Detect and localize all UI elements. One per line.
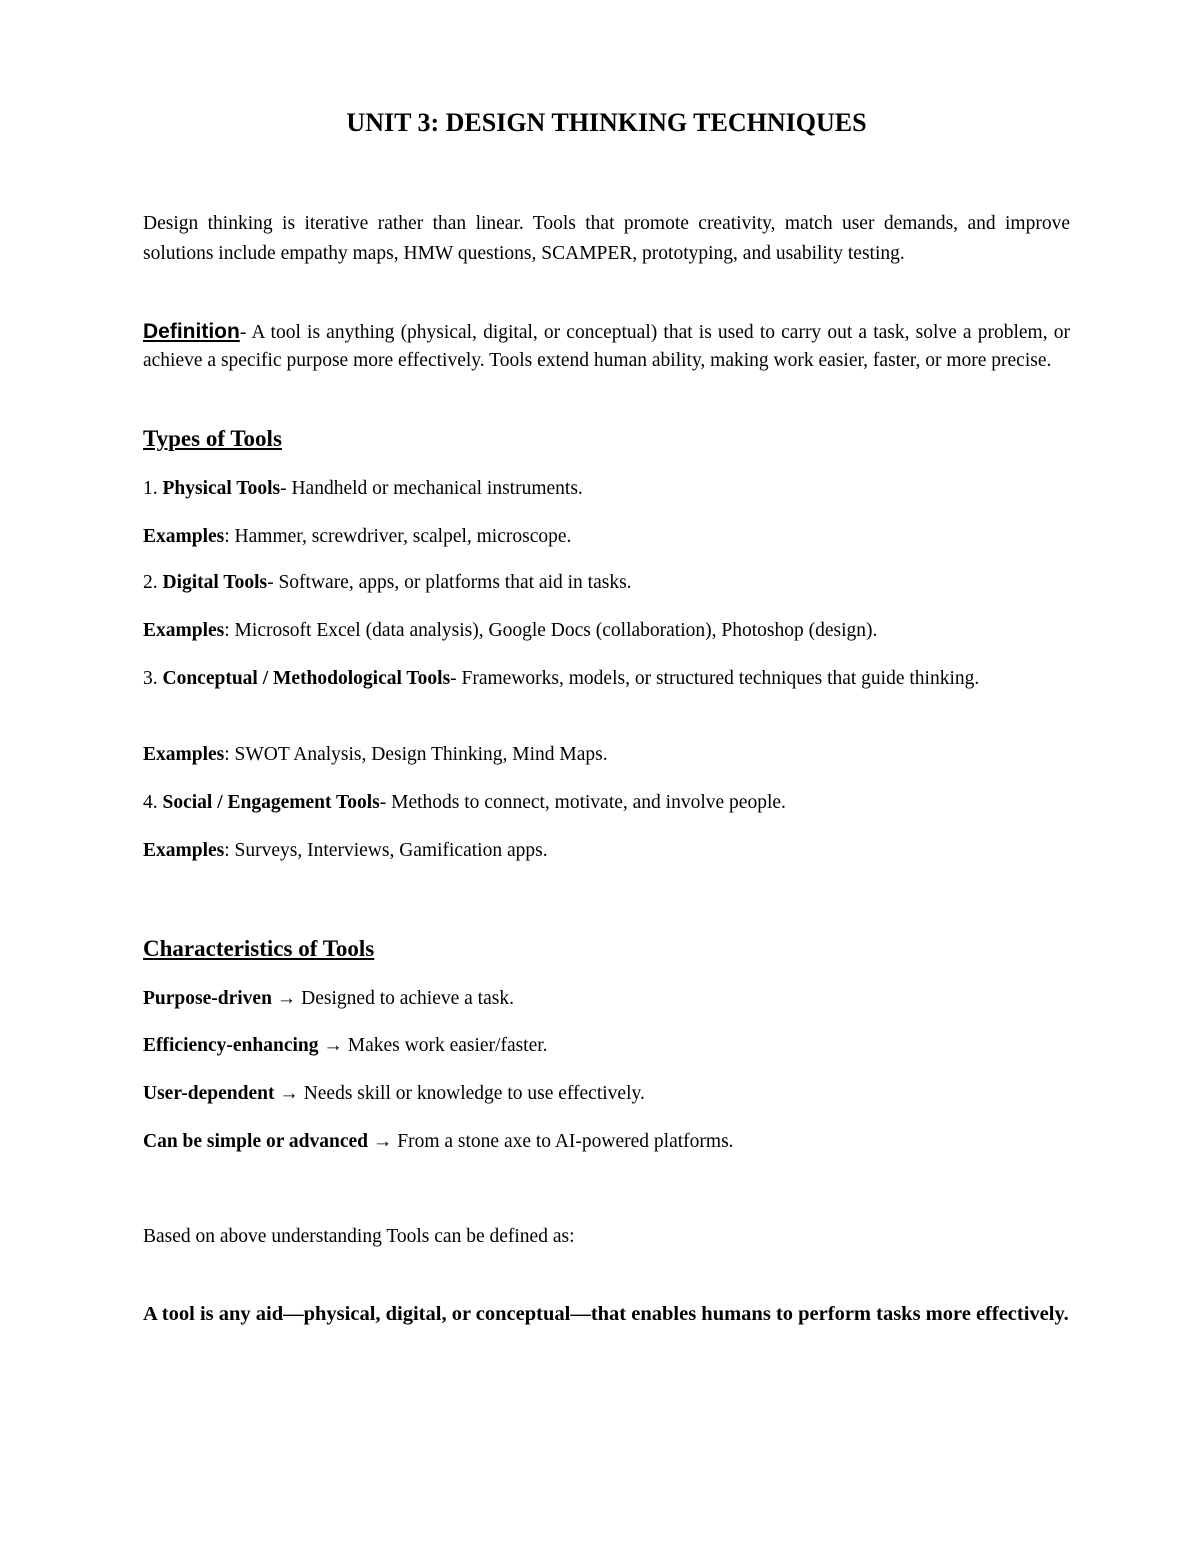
type-name: Physical Tools: [162, 478, 281, 499]
examples-text: : Surveys, Interviews, Gamification apps.: [224, 840, 548, 861]
type-1-line: [143, 474, 1070, 503]
characteristic-term: Purpose-driven: [143, 988, 272, 1009]
type-3-line: [143, 664, 1070, 693]
characteristic-item: [143, 1127, 1070, 1156]
definition-paragraph: [143, 318, 1070, 375]
type-description: - Software, apps, or platforms that aid in tasks.: [267, 572, 632, 593]
examples-label: Examples: [143, 620, 225, 641]
closing-definition: A tool is any aid—physical, digital, or conceptual—that enables humans to perform tasks more effectively.: [143, 1303, 1069, 1325]
type-number: 3.: [143, 668, 163, 689]
definition-term: Definition: [143, 320, 240, 343]
definition-text: - A tool is anything (physical, digital, or conceptual) that is used to carry out a task, solve a problem, or achieve a specific purpose more effectively. Tools extend human ability, making work easier, faster, or more precise.: [143, 322, 1070, 371]
examples-text: : Hammer, screwdriver, scalpel, microscope.: [224, 526, 572, 547]
type-number: 4.: [143, 792, 163, 813]
intro-paragraph: Design thinking is iterative rather than linear. Tools that promote creativity, match user demands, and improve solutions include empathy maps, HMW questions, SCAMPER, prototyping, and usability testing.: [143, 213, 1070, 264]
characteristic-item: [143, 984, 1070, 1013]
examples-label: Examples: [143, 744, 225, 765]
page-title: UNIT 3: DESIGN THINKING TECHNIQUES: [346, 108, 867, 137]
characteristic-text: → Makes work easier/faster.: [318, 1035, 548, 1056]
characteristic-text: → Needs skill or knowledge to use effectively.: [274, 1083, 645, 1104]
type-number: 1.: [143, 478, 163, 499]
examples-text: : Microsoft Excel (data analysis), Google Docs (collaboration), Photoshop (design).: [224, 620, 878, 641]
type-1-examples: [143, 522, 1070, 551]
type-2-line: [143, 568, 1070, 597]
examples-label: Examples: [143, 840, 225, 861]
characteristic-text: → From a stone axe to AI-powered platforms.: [368, 1131, 734, 1152]
type-description: - Frameworks, models, or structured techniques that guide thinking.: [450, 668, 980, 689]
type-name: Social / Engagement Tools: [162, 792, 380, 813]
characteristic-item: [143, 1031, 1070, 1060]
type-description: - Methods to connect, motivate, and involve people.: [379, 792, 786, 813]
examples-label: Examples: [143, 526, 225, 547]
type-description: - Handheld or mechanical instruments.: [280, 478, 583, 499]
document-page: [143, 0, 1070, 1553]
type-4-examples: [143, 836, 1070, 865]
characteristic-term: Efficiency-enhancing: [143, 1035, 319, 1056]
types-heading: Types of Tools: [143, 426, 282, 451]
characteristics-heading: Characteristics of Tools: [143, 936, 375, 961]
type-name: Conceptual / Methodological Tools: [162, 668, 451, 689]
examples-text: : SWOT Analysis, Design Thinking, Mind Maps.: [224, 744, 608, 765]
type-3-examples: [143, 740, 1070, 769]
type-4-line: [143, 788, 1070, 817]
characteristic-term: User-dependent: [143, 1083, 275, 1104]
type-number: 2.: [143, 572, 163, 593]
type-2-examples: [143, 616, 1070, 645]
characteristic-term: Can be simple or advanced: [143, 1131, 368, 1152]
characteristic-item: [143, 1079, 1070, 1108]
summary-lead: Based on above understanding Tools can be defined as:: [143, 1226, 575, 1247]
characteristic-text: → Designed to achieve a task.: [271, 988, 514, 1009]
type-name: Digital Tools: [162, 572, 268, 593]
